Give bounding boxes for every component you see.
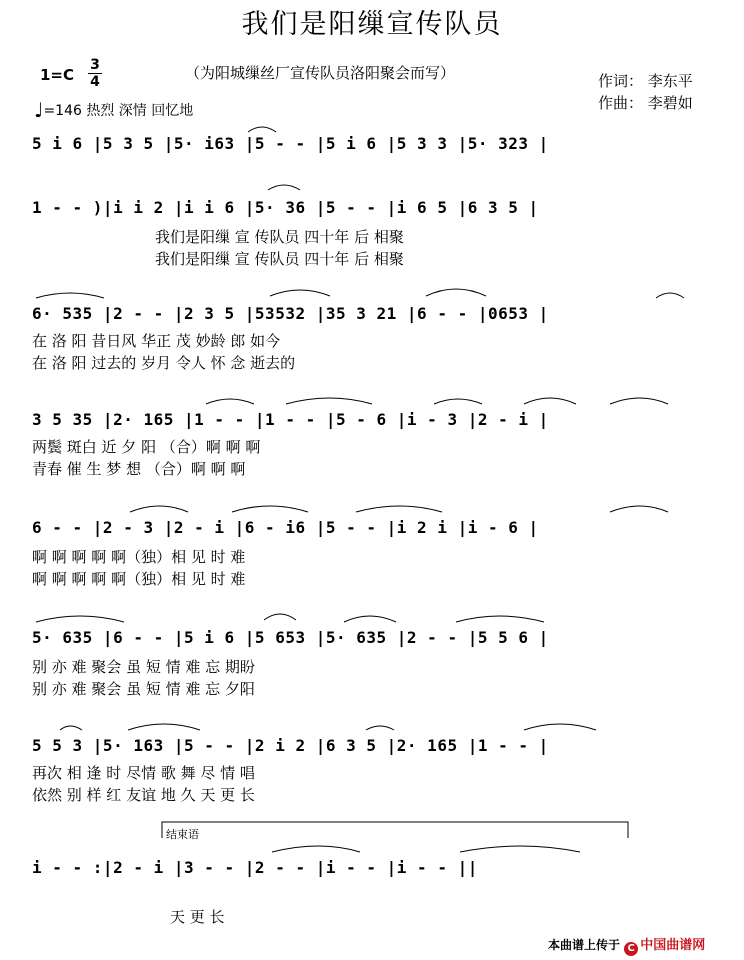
tempo-value: =146 bbox=[43, 103, 82, 119]
tempo-expression: 热烈 深情 回忆地 bbox=[86, 103, 194, 119]
site-name-link[interactable]: 中国曲谱网 bbox=[640, 938, 706, 953]
lyricist-credit: 作词： 李东平 bbox=[598, 72, 693, 90]
lyric-line-4b: 青春 催 生 梦 想 （合）啊 啊 啊 bbox=[32, 460, 246, 478]
slur bbox=[610, 398, 668, 404]
slur bbox=[248, 127, 276, 132]
lyric-line-2b: 我们是阳缫 宣 传队员 四十年 后 相聚 bbox=[155, 250, 404, 268]
subtitle: （为阳城缫丝厂宣传队员洛阳聚会而写） bbox=[185, 64, 456, 82]
lyric-line-7a: 再次 相 逢 时 尽情 歌 舞 尽 情 唱 bbox=[32, 764, 255, 782]
key-signature: 1=C bbox=[40, 66, 75, 84]
slur bbox=[270, 290, 330, 296]
slur bbox=[60, 726, 82, 730]
c-logo-icon: C bbox=[624, 942, 638, 956]
time-signature bbox=[88, 58, 102, 89]
time-signature-top: 3 bbox=[90, 57, 100, 73]
slur bbox=[264, 614, 296, 620]
lyric-line-3a: 在 洛 阳 昔日风 华正 茂 妙龄 郎 如今 bbox=[32, 332, 281, 350]
composer-credit: 作曲： 李碧如 bbox=[598, 94, 693, 112]
slur bbox=[426, 289, 486, 296]
slur bbox=[344, 616, 396, 622]
slur bbox=[356, 506, 442, 512]
notation-line-7: 5 5 3 |5· 163 |5 - - |2 i 2 |6 3 5 |2· 165 |1 - - | bbox=[32, 736, 549, 755]
time-signature-bottom: 4 bbox=[90, 74, 100, 90]
notation-line-2: 1 - - )|i i 2 |i i 6 |5· 36 |5 - - |i 6 5 |6 3 5 | bbox=[32, 198, 539, 217]
lyric-line-7b: 依然 别 样 红 友谊 地 久 天 更 长 bbox=[32, 786, 255, 804]
notation-line-1: 5 i 6 |5 3 5 |5· i63 |5 - - |5 i 6 |5 3 3 |5· 323 | bbox=[32, 134, 549, 153]
slur bbox=[610, 506, 668, 512]
lyric-line-2a: 我们是阳缫 宣 传队员 四十年 后 相聚 bbox=[155, 228, 404, 246]
slur bbox=[272, 846, 360, 852]
slur bbox=[128, 724, 200, 730]
lyric-line-4a: 两鬓 斑白 近 夕 阳 （合）啊 啊 啊 bbox=[32, 438, 261, 456]
page-title: 我们是阳缫宣传队员 bbox=[241, 9, 503, 40]
notation-line-3: 6· 535 |2 - - |2 3 5 |53532 |35 3 21 |6 - - |0653 | bbox=[32, 304, 549, 323]
notation-line-8: i - - :|2 - i |3 - - |2 - - |i - - |i - - || bbox=[32, 858, 478, 877]
lyric-line-3b: 在 洛 阳 过去的 岁月 令人 怀 念 逝去的 bbox=[32, 354, 296, 372]
quarter-note-icon: ♩ bbox=[34, 98, 44, 122]
slur bbox=[366, 726, 394, 730]
ending-label: 结束语 bbox=[166, 828, 199, 841]
slur bbox=[232, 506, 308, 512]
footer bbox=[548, 934, 705, 956]
slur bbox=[460, 846, 580, 852]
lyric-line-5b: 啊 啊 啊 啊 啊（独）相 见 时 难 bbox=[32, 570, 246, 588]
slur bbox=[36, 616, 124, 622]
slur bbox=[206, 399, 254, 404]
slur bbox=[456, 616, 544, 622]
slur bbox=[268, 185, 300, 190]
slur bbox=[130, 506, 188, 512]
slur bbox=[36, 293, 104, 298]
notation-line-6: 5· 635 |6 - - |5 i 6 |5 653 |5· 635 |2 - - |5 5 6 | bbox=[32, 628, 549, 647]
footer-text: 本曲谱上传于 bbox=[548, 938, 621, 952]
lyric-line-6b: 别 亦 难 聚会 虽 短 情 难 忘 夕阳 bbox=[32, 680, 255, 698]
lyric-line-5a: 啊 啊 啊 啊 啊（独）相 见 时 难 bbox=[32, 548, 246, 566]
lyric-line-8: 天 更 长 bbox=[170, 908, 225, 926]
slur bbox=[524, 398, 576, 404]
notation-line-5: 6 - - |2 - 3 |2 - i |6 - i6 |5 - - |i 2 i |i - 6 | bbox=[32, 518, 539, 537]
notation-line-4: 3 5 35 |2· 165 |1 - - |1 - - |5 - 6 |i - 3 |2 - i | bbox=[32, 410, 549, 429]
slur bbox=[434, 399, 482, 404]
tempo-marking bbox=[34, 98, 193, 122]
slur bbox=[656, 293, 684, 298]
lyric-line-6a: 别 亦 难 聚会 虽 短 情 难 忘 期盼 bbox=[32, 658, 255, 676]
ending-bracket bbox=[162, 822, 628, 838]
slur bbox=[524, 724, 596, 730]
slur bbox=[286, 398, 372, 404]
